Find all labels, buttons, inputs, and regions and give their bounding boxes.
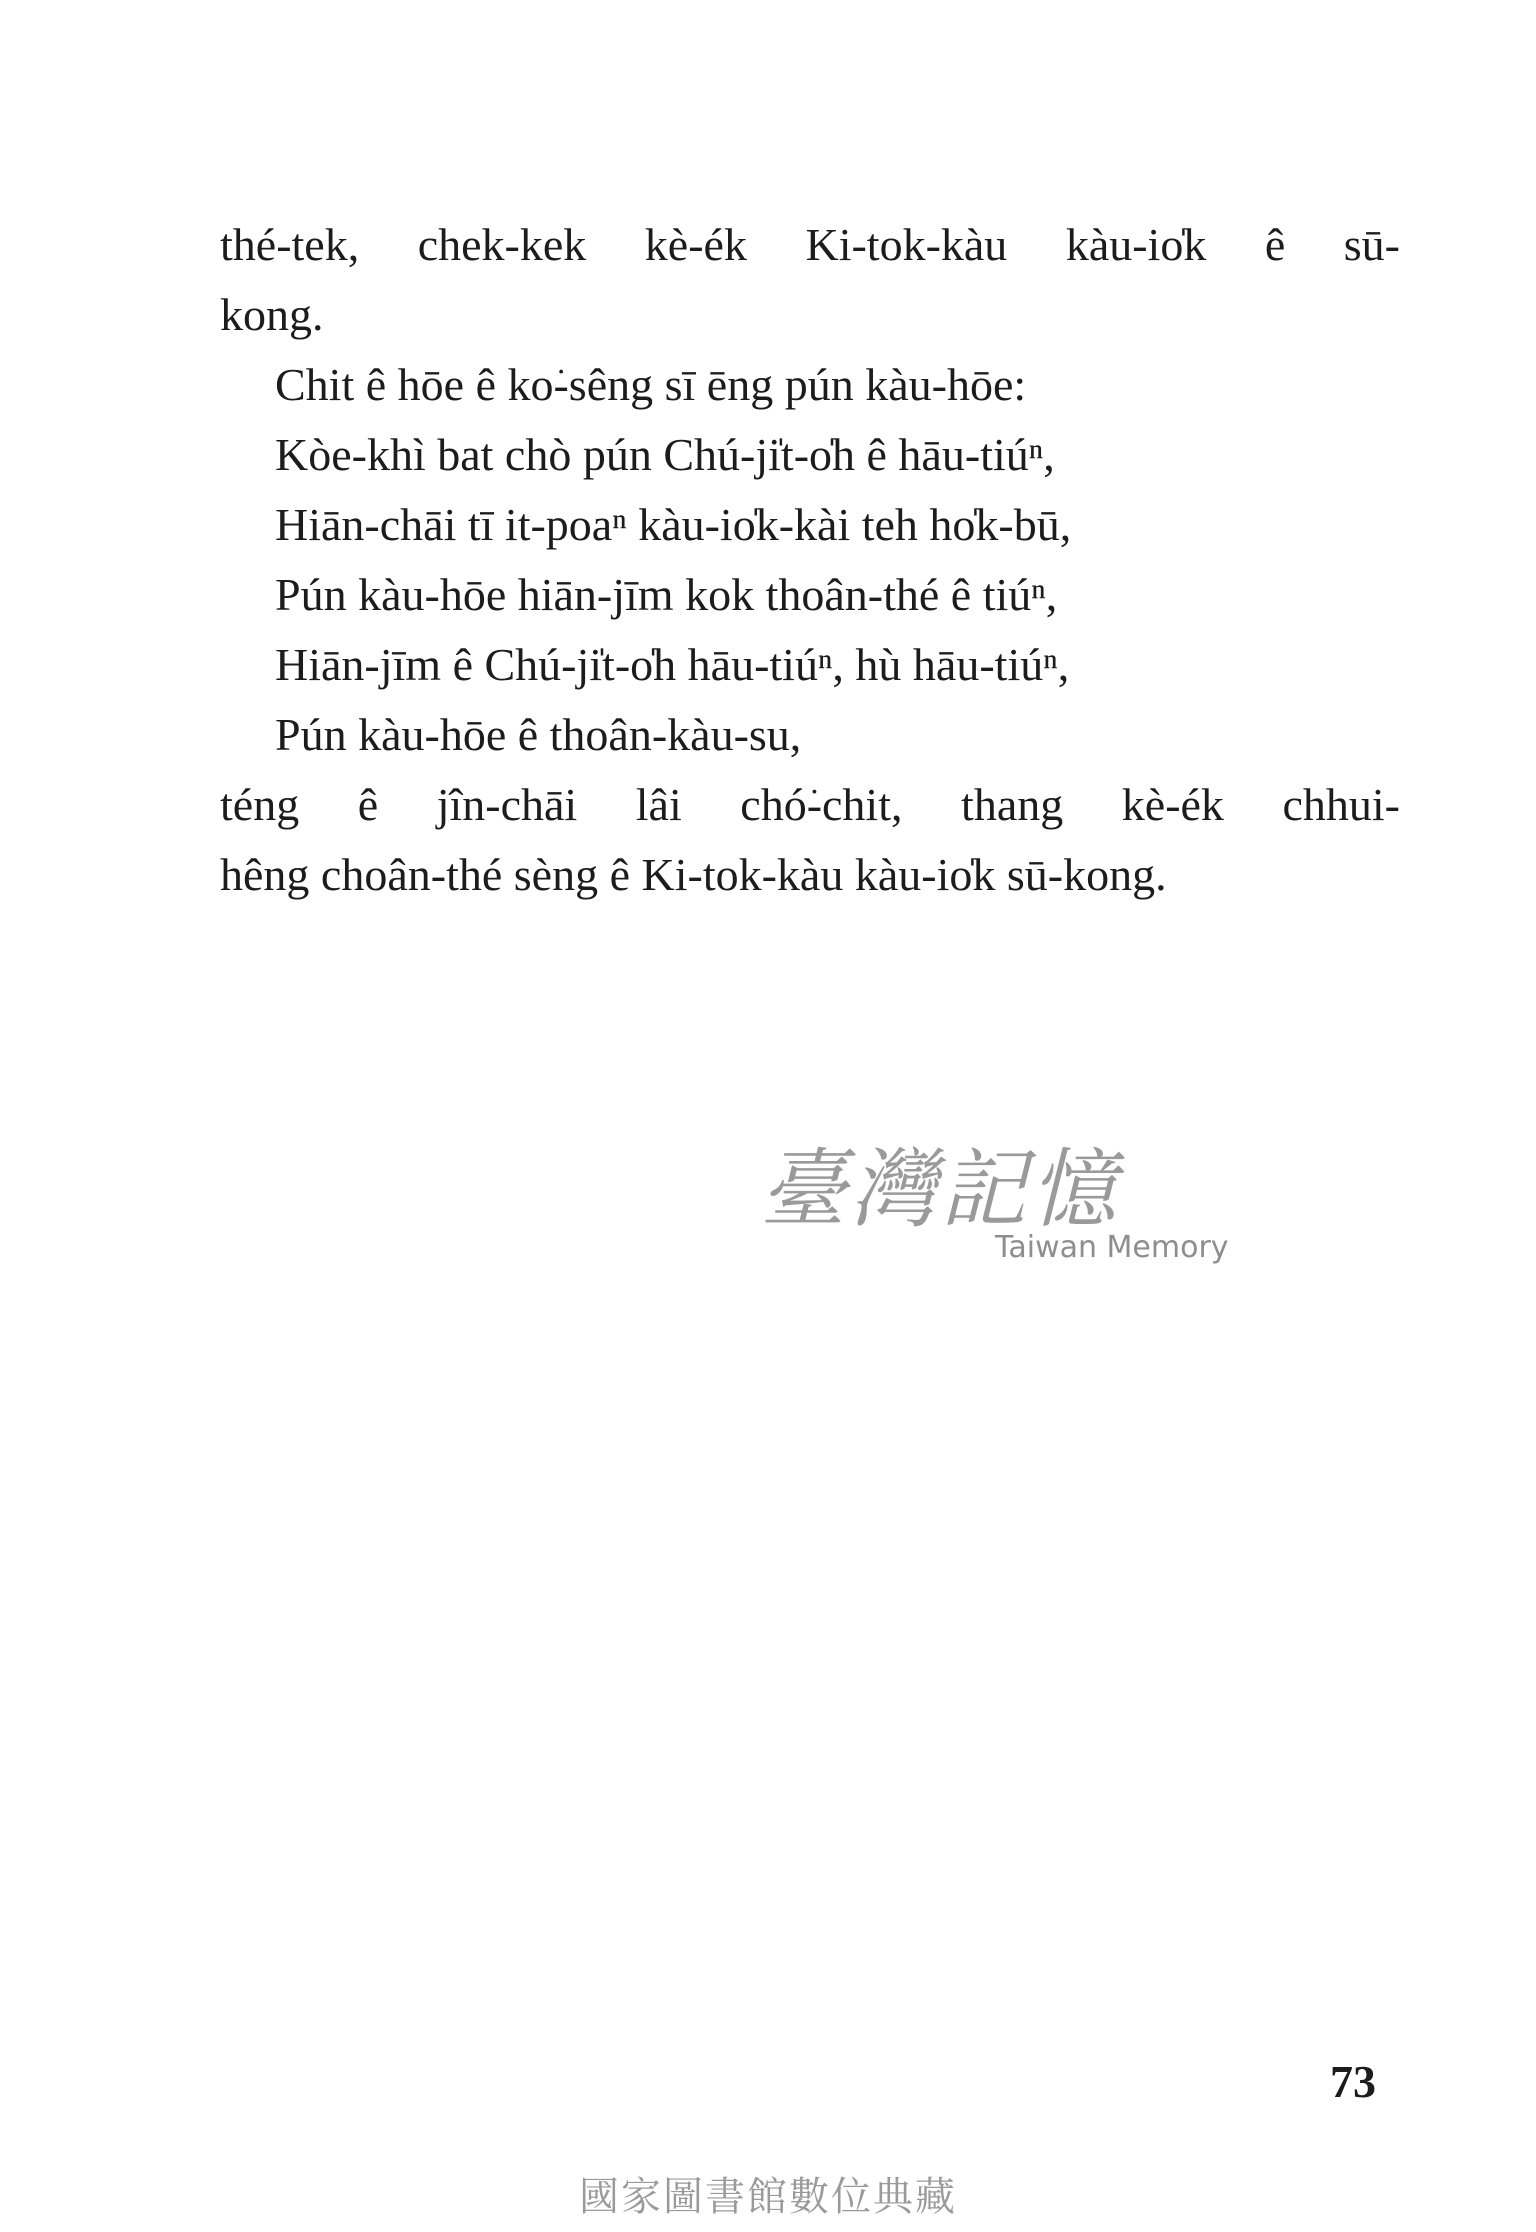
body-line-3: Chit ê hōe ê ko͘-sêng sī ēng pún kàu-hōe: [275,359,1027,410]
page-number: 73 [1330,2056,1376,2107]
body-line-2: kong. [220,289,324,340]
body-text [220,210,1400,910]
body-line-9: téng ê jîn-chāi lâi chó͘-chit, thang kè-ék chhui- [220,779,1400,830]
watermark-chinese-text: 臺灣記憶 [760,1140,1120,1240]
body-line-7: Hiān-jīm ê Chú-ji̍t-o̍h hāu-tiúⁿ, hù hāu-tiúⁿ, [275,639,1070,690]
body-line-5: Hiān-chāi tī it-poaⁿ kàu-io̍k-kài teh ho̍k-bū, [275,499,1072,550]
body-line-1: thé-tek, chek-kek kè-ék Ki-tok-kàu kàu-io̍k ê sū- [220,219,1400,270]
body-line-6: Pún kàu-hōe hiān-jīm kok thoân-thé ê tiúⁿ, [275,569,1058,620]
taiwan-memory-watermark [760,1120,1240,1290]
body-line-4: Kòe-khì bat chò pún Chú-ji̍t-o̍h ê hāu-tiúⁿ, [275,429,1055,480]
watermark-english-text: Taiwan Memory [995,1230,1229,1265]
body-line-8: Pún kàu-hōe ê thoân-kàu-su, [275,709,802,760]
library-footer: 國家圖書館數位典藏 [579,2174,957,2220]
body-line-10: hêng choân-thé sèng ê Ki-tok-kàu kàu-io̍k sū-kong. [220,849,1167,900]
